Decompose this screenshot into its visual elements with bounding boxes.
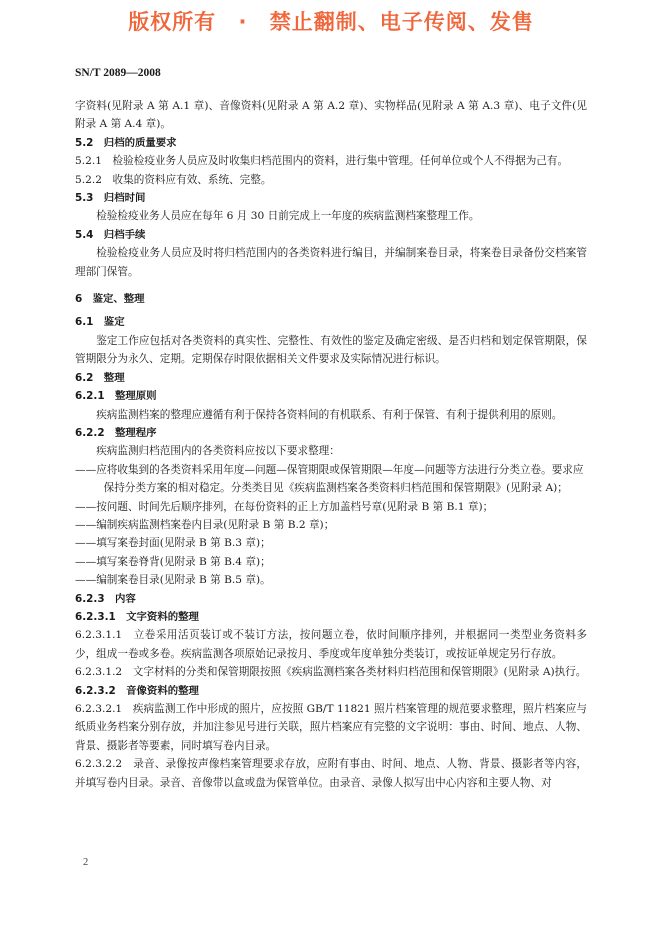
clause-paragraph: 6.2.3.2.1 疾病监测工作中形成的照片，应按照 GB/T 11821 照片档案管理的规范要求整理，照片档案应与纸质业务档案分别存放，并加注参见号进行关联，照片档案应有完整的文字说明：事由、时间、地点、人物、背景、摄影者等要素，同时填写卷内目录。 [75, 703, 587, 752]
body-paragraph: 疾病监测归档范围内的各类资料应按以下要求整理： [96, 445, 340, 458]
body-paragraph: 检验检疫业务人员应在每年 6 月 30 日前完成上一年度的疾病监测档案整理工作。 [96, 210, 480, 223]
dash-list-item: ——编制疾病监测档案卷内目录(见附录 B 第 B.2 章)； [75, 518, 335, 531]
body-paragraph: 字资料(见附录 A 第 A.1 章)、音像资料(见附录 A 第 A.2 章)、实物样品(见附录 A 第 A.3 章)、电子文件(见附录 A 第 A.4 章)。 [75, 100, 587, 131]
dash-list-item: ——编制案卷目录(见附录 B 第 B.5 章)。 [75, 574, 271, 587]
subsection-heading: 6.2.3 内容 [75, 592, 136, 605]
subsection-heading: 6.2.3.1 文字资料的整理 [75, 610, 199, 623]
clause-paragraph: 6.2.3.1.2 文字材料的分类和保管期限按照《疾病监测档案各类材料归档范围和保管期限》(见附录 A)执行。 [75, 666, 587, 679]
standard-number: SN/T 2089—2008 [75, 67, 161, 79]
subsection-heading: 6.2.1 整理原则 [75, 390, 157, 403]
page-body [75, 97, 587, 792]
dash-list-item: ——按问题、时间先后顺序排列，在每份资料的正上方加盖档号章(见附录 B 第 B.1 章)； [75, 500, 494, 513]
section-heading: 5.4 归档手续 [75, 228, 146, 241]
chapter-heading: 6 鉴定、整理 [75, 293, 145, 306]
section-heading: 5.2 归档的质量要求 [75, 136, 177, 149]
section-heading: 6.1 鉴定 [75, 316, 125, 329]
copyright-banner: 版权所有 · 禁止翻制、电子传阅、发售 [128, 10, 534, 34]
section-heading: 6.2 整理 [75, 371, 125, 384]
subsection-heading: 6.2.2 整理程序 [75, 426, 157, 439]
body-paragraph: 鉴定工作应包括对各类资料的真实性、完整性、有效性的鉴定及确定密级、是否归档和划定保管期限，保管期限分为永久、定期。定期保存时限依据相关文件要求及实际情况进行标识。 [75, 334, 587, 366]
section-heading: 5.3 归档时间 [75, 192, 146, 205]
clause-paragraph: 5.2.1 检验检疫业务人员应及时收集归档范围内的资料，进行集中管理。任何单位或个人不得据为己有。 [75, 155, 569, 168]
page-number: 2 [83, 857, 89, 868]
dash-list-item: ——填写案卷封面(见附录 B 第 B.3 章)； [75, 537, 271, 550]
body-paragraph: 检验检疫业务人员应及时将归档范围内的各类资料进行编目，并编制案卷目录，将案卷目录备份交档案管理部门保管。 [75, 247, 587, 278]
dash-list-item: ——填写案卷脊背(见附录 B 第 B.4 章)； [75, 555, 271, 568]
dash-list-item: ——应将收集到的各类资料采用年度—问题—保管期限或保管期限—年度—问题等方法进行分类立卷。要求应保持分类方案的相对稳定。分类类目见《疾病监测档案各类资料归档范围和保管期限》(见附录 A)； [75, 463, 584, 495]
clause-paragraph: 6.2.3.1.1 立卷采用活页装订或不装订方法，按问题立卷，依时间顺序排列，并根据同一类型业务资料多少，组成一卷或多卷。疾病监测各项原始记录按月、季度或年度单独分类装订，或按证单规定另行存放。 [75, 629, 587, 660]
subsection-heading: 6.2.3.2 音像资料的整理 [75, 684, 199, 697]
clause-paragraph: 6.2.3.2.2 录音、录像按声像档案管理要求存放，应附有事由、时间、地点、人物、背景、摄影者等内容，并填写卷内目录。录音、音像带以盒或盘为保管单位。由录音、录像人拟写出中心内容和主要人物、对 [75, 758, 587, 789]
body-paragraph: 疾病监测档案的整理应遵循有利于保持各资料间的有机联系、有利于保管、有利于提供利用的原则。 [96, 408, 563, 421]
clause-paragraph: 5.2.2 收集的资料应有效、系统、完整。 [75, 173, 272, 186]
